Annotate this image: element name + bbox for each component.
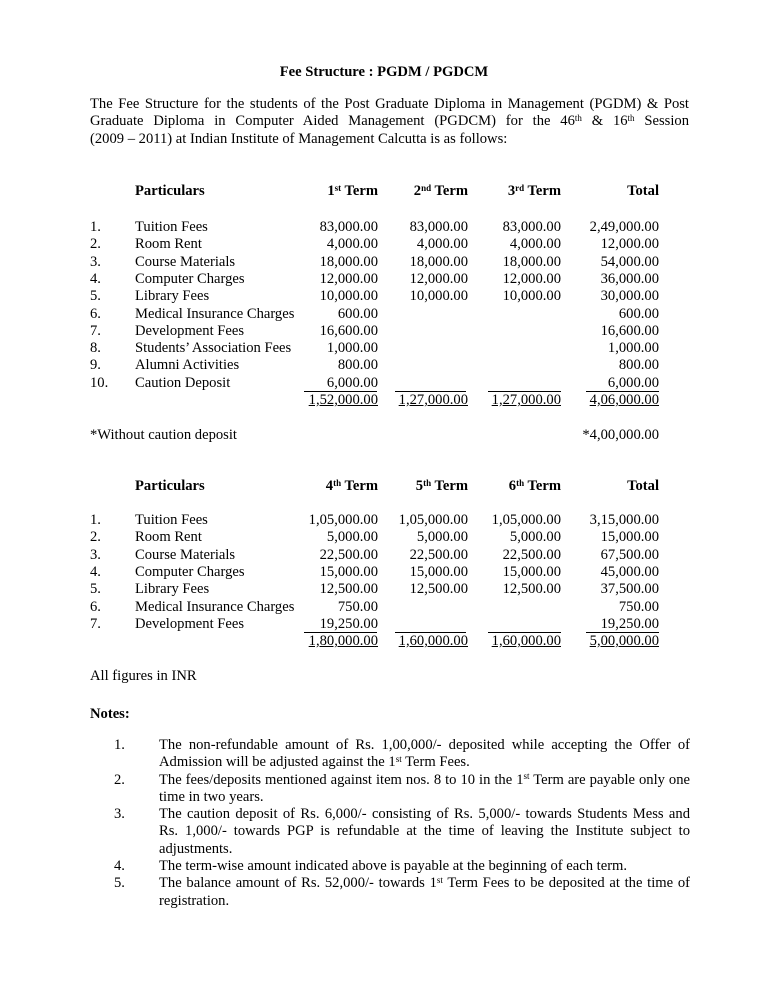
- row-label: Library Fees: [135, 288, 210, 305]
- row-label: Tuition Fees: [135, 512, 208, 528]
- row-total: 3,15,000.00: [589, 512, 659, 528]
- term-c-value: 15,000.00: [502, 563, 561, 580]
- term-a-value: 83,000.00: [319, 219, 378, 235]
- note-number: 5.: [114, 875, 125, 892]
- table-row: [90, 547, 690, 564]
- row-label: Computer Charges: [135, 270, 245, 287]
- row-number: 7.: [90, 615, 101, 632]
- table-row: [90, 357, 690, 374]
- page-title: Fee Structure : PGDM / PGDCM: [279, 64, 489, 80]
- term-a-value: 15,000.00: [319, 563, 378, 580]
- term-a-value: 800.00: [337, 357, 378, 374]
- total-term-4: 1,80,000.00: [308, 633, 378, 649]
- term-b-value: 12,500.00: [409, 581, 468, 598]
- table-row: [90, 529, 690, 546]
- term-b-value: 18,000.00: [409, 253, 468, 270]
- header-term-5: 5th Term: [415, 477, 468, 494]
- caution-note-value: *4,00,000.00: [582, 427, 659, 443]
- table-row: [90, 512, 690, 529]
- header-term-2: 2nd Term: [413, 182, 468, 199]
- total-term-6: 1,60,000.00: [491, 633, 561, 649]
- row-total: 36,000.00: [600, 270, 659, 287]
- table-row: [90, 288, 690, 305]
- row-number: 6.: [90, 598, 101, 615]
- row-label: Course Materials: [135, 253, 236, 270]
- total-term-1: 1,52,000.00: [308, 392, 378, 408]
- row-label: Students’ Association Fees: [135, 340, 292, 357]
- term-a-value: 4,000.00: [326, 236, 378, 253]
- table-row: [90, 616, 690, 633]
- header-total: Total: [627, 183, 659, 199]
- term-b-value: 15,000.00: [409, 563, 468, 580]
- row-total: 2,49,000.00: [589, 219, 659, 235]
- row-label: Development Fees: [135, 322, 245, 339]
- term-a-value: 600.00: [337, 305, 378, 322]
- term-a-value: 16,600.00: [319, 322, 378, 339]
- table-row: [90, 564, 690, 581]
- note-item: [90, 806, 690, 858]
- fee-table-terms-1-3: [90, 183, 690, 413]
- row-label: Room Rent: [135, 529, 202, 546]
- table-row: [90, 323, 690, 340]
- row-label: Tuition Fees: [135, 219, 208, 235]
- intro-paragraph: [90, 96, 689, 148]
- row-number: 2.: [90, 236, 101, 253]
- caution-note-label: *Without caution deposit: [90, 427, 237, 443]
- term-a-value: 10,000.00: [319, 288, 378, 305]
- row-label: Caution Deposit: [135, 374, 231, 391]
- term-b-value: 1,05,000.00: [398, 512, 468, 528]
- row-number: 6.: [90, 305, 101, 322]
- row-total: 30,000.00: [600, 288, 659, 305]
- term-a-value: 5,000.00: [326, 529, 378, 546]
- term-c-value: 18,000.00: [502, 253, 561, 270]
- table-row: [90, 581, 690, 598]
- row-total: 19,250.00: [600, 615, 659, 632]
- row-number: 2.: [90, 529, 101, 546]
- total-term-5: 1,60,000.00: [398, 633, 468, 649]
- row-number: 5.: [90, 288, 101, 305]
- term-c-value: 12,000.00: [502, 270, 561, 287]
- row-number: 1.: [90, 512, 101, 528]
- term-a-value: 1,05,000.00: [308, 512, 378, 528]
- term-c-value: 10,000.00: [502, 288, 561, 305]
- term-a-value: 12,000.00: [319, 270, 378, 287]
- term-c-value: 83,000.00: [502, 219, 561, 235]
- intro-line-2: Graduate Diploma in Computer Aided Management (PGDCM) for the 46th & 16th Session: [90, 112, 689, 130]
- row-total: 6,000.00: [607, 374, 659, 391]
- note-item: [90, 875, 690, 910]
- row-label: Course Materials: [135, 546, 236, 563]
- row-total: 54,000.00: [600, 253, 659, 270]
- row-label: Medical Insurance Charges: [135, 305, 295, 322]
- row-label: Computer Charges: [135, 563, 245, 580]
- totals-row: [90, 633, 690, 650]
- table-row: [90, 306, 690, 323]
- row-number: 8.: [90, 340, 101, 357]
- total-term-2: 1,27,000.00: [398, 392, 468, 408]
- row-total: 16,600.00: [600, 322, 659, 339]
- header-particulars: Particulars: [135, 183, 205, 199]
- header-term-4: 4th Term: [325, 477, 378, 494]
- totals-row: [90, 392, 690, 409]
- term-a-value: 750.00: [337, 598, 378, 615]
- term-c-value: 5,000.00: [509, 529, 561, 546]
- term-a-value: 22,500.00: [319, 546, 378, 563]
- note-text: The non-refundable amount of Rs. 1,00,000/- deposited while accepting the Offer of Admission will be adjusted against the 1st Term Fees.: [159, 737, 690, 771]
- table-row: [90, 599, 690, 616]
- currency-note: All figures in INR: [90, 668, 197, 684]
- note-text: The fees/deposits mentioned against item nos. 8 to 10 in the 1st Term are payable only one time in two years.: [159, 771, 690, 805]
- term-a-value: 1,000.00: [326, 340, 378, 357]
- table-row: [90, 236, 690, 253]
- row-number: 5.: [90, 581, 101, 598]
- row-total: 750.00: [618, 598, 659, 615]
- table-row: [90, 340, 690, 357]
- row-number: 3.: [90, 546, 101, 563]
- table-header: [90, 183, 690, 201]
- row-number: 9.: [90, 357, 101, 374]
- row-number: 3.: [90, 253, 101, 270]
- note-text: The balance amount of Rs. 52,000/- towards 1st Term Fees to be deposited at the time of registration.: [159, 874, 691, 909]
- note-number: 4.: [114, 858, 125, 875]
- row-number: 10.: [90, 374, 109, 391]
- note-item: [90, 772, 690, 807]
- term-a-value: 12,500.00: [319, 581, 378, 598]
- row-number: 1.: [90, 219, 101, 235]
- table-row: [90, 375, 690, 392]
- term-c-value: 1,05,000.00: [491, 512, 561, 528]
- row-total: 15,000.00: [600, 529, 659, 546]
- term-a-value: 18,000.00: [319, 253, 378, 270]
- header-total: Total: [627, 478, 659, 494]
- table-row: [90, 271, 690, 288]
- term-b-value: 4,000.00: [416, 236, 468, 253]
- term-b-value: 12,000.00: [409, 270, 468, 287]
- term-b-value: 83,000.00: [409, 219, 468, 235]
- term-b-value: 10,000.00: [409, 288, 468, 305]
- header-term-1: 1st Term: [327, 182, 378, 199]
- row-label: Library Fees: [135, 581, 210, 598]
- row-total: 1,000.00: [607, 340, 659, 357]
- term-b-value: 22,500.00: [409, 546, 468, 563]
- row-total: 67,500.00: [600, 546, 659, 563]
- note-number: 2.: [114, 771, 125, 788]
- term-c-value: 12,500.00: [502, 581, 561, 598]
- notes-list: [90, 737, 690, 910]
- note-text: The caution deposit of Rs. 6,000/- consisting of Rs. 5,000/- towards Students Mess and Rs. 1,000/- towards PGP is refundable at the time of leaving the Institute subject to adjustments.: [159, 806, 690, 857]
- row-label: Alumni Activities: [135, 357, 240, 374]
- note-number: 3.: [114, 806, 125, 823]
- row-total: 600.00: [618, 305, 659, 322]
- table-row: [90, 219, 690, 236]
- row-number: 4.: [90, 270, 101, 287]
- intro-line-1: The Fee Structure for the students of the Post Graduate Diploma in Management (PGDM) & Post: [90, 96, 689, 112]
- intro-line-3: (2009 – 2011) at Indian Institute of Management Calcutta is as follows:: [90, 130, 508, 147]
- row-total: 45,000.00: [600, 563, 659, 580]
- header-particulars: Particulars: [135, 478, 205, 494]
- header-term-3: 3rd Term: [507, 182, 561, 199]
- term-b-value: 5,000.00: [416, 529, 468, 546]
- row-total: 12,000.00: [600, 236, 659, 253]
- term-a-value: 6,000.00: [326, 374, 378, 391]
- row-total: 800.00: [618, 357, 659, 374]
- term-c-value: 4,000.00: [509, 236, 561, 253]
- term-a-value: 19,250.00: [319, 615, 378, 632]
- row-label: Development Fees: [135, 615, 245, 632]
- table-row: [90, 254, 690, 271]
- note-item: [90, 858, 690, 875]
- table-header: [90, 478, 690, 496]
- row-number: 4.: [90, 563, 101, 580]
- row-label: Medical Insurance Charges: [135, 598, 295, 615]
- row-total: 37,500.00: [600, 581, 659, 598]
- row-number: 7.: [90, 322, 101, 339]
- total-grand: 5,00,000.00: [589, 633, 659, 649]
- total-term-3: 1,27,000.00: [491, 392, 561, 408]
- term-c-value: 22,500.00: [502, 546, 561, 563]
- row-label: Room Rent: [135, 236, 202, 253]
- notes-heading: Notes:: [90, 706, 130, 722]
- note-number: 1.: [114, 737, 125, 753]
- total-grand: 4,06,000.00: [589, 392, 659, 408]
- header-term-6: 6th Term: [508, 477, 561, 494]
- fee-table-terms-4-6: [90, 478, 690, 658]
- note-text: The term-wise amount indicated above is payable at the beginning of each term.: [159, 858, 628, 875]
- note-item: [90, 737, 690, 772]
